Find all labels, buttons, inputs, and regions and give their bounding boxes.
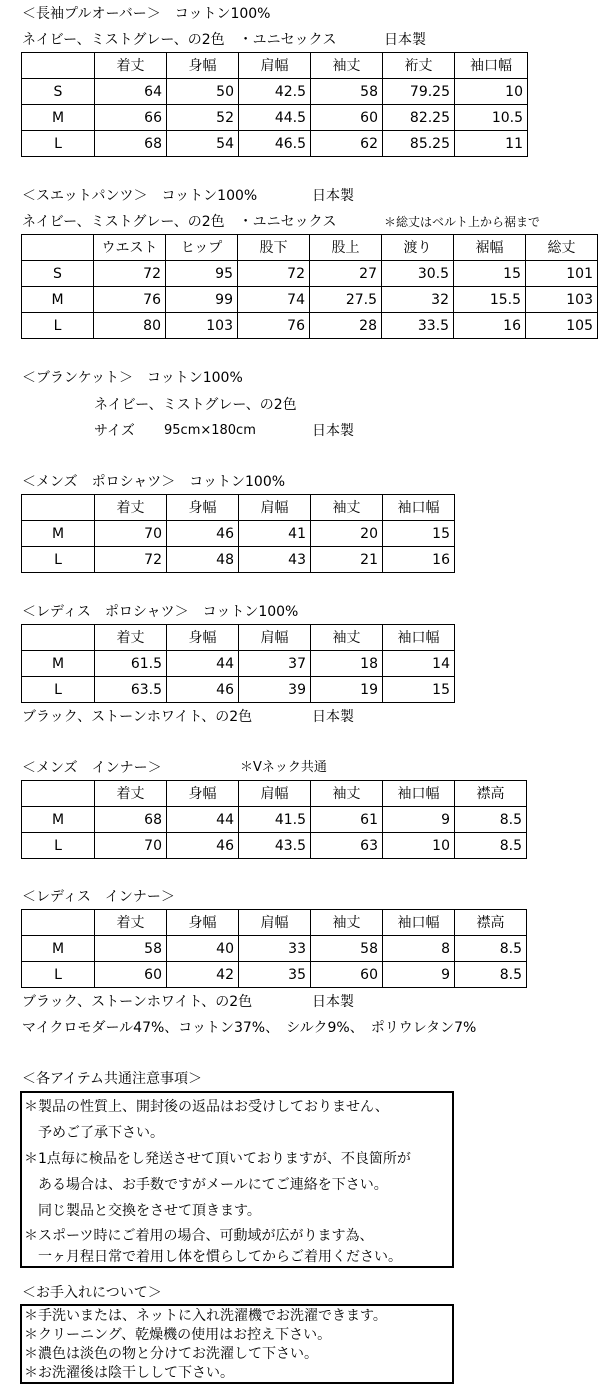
column-header: 裄丈 — [383, 53, 455, 79]
measurement-cell: 16 — [454, 313, 526, 339]
measurement-cell: 58 — [95, 936, 167, 962]
measurement-cell: 18 — [311, 651, 383, 677]
measurement-cell: 43 — [239, 547, 311, 573]
measurement-cell: 35 — [239, 962, 311, 988]
column-header: 肩幅 — [239, 625, 311, 651]
measurement-cell: 68 — [95, 807, 167, 833]
table-row — [22, 936, 527, 962]
column-header: 裾幅 — [454, 235, 526, 261]
measurement-cell: 46.5 — [239, 131, 311, 157]
header-blank-cell — [22, 910, 95, 936]
table-row — [22, 131, 528, 157]
measurement-cell: 76 — [94, 287, 166, 313]
measurement-cell: 15 — [454, 261, 526, 287]
measurement-cell: 63 — [311, 833, 383, 859]
table-row — [22, 261, 598, 287]
column-header: 肩幅 — [239, 781, 311, 807]
measurement-cell: 16 — [383, 547, 455, 573]
table-row — [22, 677, 455, 703]
column-header: 袖丈 — [311, 53, 383, 79]
size-label-cell: M — [22, 651, 95, 677]
ladies-polo-colors: ブラック、ストーンホワイト、の2色 — [22, 709, 253, 725]
ladies-inner-material: マイクロモダール47%、コットン37%、 シルク9%、 ポリウレタン7% — [22, 1020, 477, 1036]
size-label-cell: M — [22, 287, 94, 313]
table-header-row — [22, 53, 528, 79]
measurement-cell: 10 — [455, 79, 528, 105]
measurement-cell: 32 — [382, 287, 454, 313]
table-row — [22, 313, 598, 339]
pants-colors: ネイビー、ミストグレー、の2色 ・ユニセックス — [22, 214, 337, 230]
column-header: 渡り — [382, 235, 454, 261]
blanket-title: ＜ブランケット＞ コットン100% — [22, 370, 243, 386]
ladies-polo-title: ＜レディス ポロシャツ＞ コットン100% — [22, 604, 299, 620]
table-row — [22, 962, 527, 988]
column-header: 肩幅 — [239, 53, 311, 79]
column-header: 袖丈 — [311, 495, 383, 521]
measurement-cell: 74 — [238, 287, 310, 313]
measurement-cell: 43.5 — [239, 833, 311, 859]
measurement-cell: 46 — [167, 677, 239, 703]
size-label-cell: L — [22, 313, 94, 339]
measurement-cell: 42.5 — [239, 79, 311, 105]
notes-line: ＊1点毎に検品をし発送させて頂いておりますが、不良箇所が — [24, 1151, 411, 1167]
measurement-cell: 10 — [383, 833, 455, 859]
measurement-cell: 66 — [95, 105, 167, 131]
measurement-cell: 44.5 — [239, 105, 311, 131]
column-header: 身幅 — [167, 781, 239, 807]
ladies-inner-colors: ブラック、ストーンホワイト、の2色 — [22, 994, 253, 1010]
mens-inner-title: ＜メンズ インナー＞ — [22, 760, 162, 776]
table-header-row — [22, 495, 455, 521]
measurement-cell: 63.5 — [95, 677, 167, 703]
measurement-cell: 37 — [239, 651, 311, 677]
measurement-cell: 72 — [95, 547, 167, 573]
column-header: 襟高 — [455, 910, 527, 936]
measurement-cell: 8.5 — [455, 962, 527, 988]
notes-line: ある場合は、お手数ですがメールにてご連絡を下さい。 — [24, 1177, 388, 1193]
measurement-cell: 15.5 — [454, 287, 526, 313]
blanket-colors: ネイビー、ミストグレー、の2色 — [94, 397, 297, 413]
measurement-cell: 44 — [167, 651, 239, 677]
care-line: ＊手洗いまたは、ネットに入れ洗濯機でお洗濯できます。 — [24, 1308, 387, 1324]
table-row — [22, 79, 528, 105]
column-header: 総丈 — [526, 235, 598, 261]
column-header: 袖口幅 — [383, 781, 455, 807]
measurement-cell: 70 — [95, 521, 167, 547]
notes-line: ＊スポーツ時にご着用の場合、可動域が広がります為、 — [24, 1228, 374, 1244]
measurement-cell: 41 — [239, 521, 311, 547]
measurement-cell: 27.5 — [310, 287, 382, 313]
pants-note: ＊総丈はベルト上から裾まで — [384, 215, 541, 229]
measurement-cell: 46 — [167, 521, 239, 547]
size-label-cell: M — [22, 105, 95, 131]
measurement-cell: 50 — [167, 79, 239, 105]
measurement-cell: 105 — [526, 313, 598, 339]
column-header: 肩幅 — [239, 910, 311, 936]
measurement-cell: 19 — [311, 677, 383, 703]
measurement-cell: 61.5 — [95, 651, 167, 677]
measurement-cell: 80 — [94, 313, 166, 339]
notes-line: 一ヶ月程日常で着用し体を慣らしてからご着用ください。 — [24, 1249, 402, 1265]
pullover-origin: 日本製 — [384, 32, 426, 48]
size-label-cell: M — [22, 521, 95, 547]
column-header: 肩幅 — [239, 495, 311, 521]
notes-title: ＜各アイテム共通注意事項＞ — [22, 1071, 203, 1087]
table-row — [22, 521, 455, 547]
column-header: ウエスト — [94, 235, 166, 261]
measurement-cell: 62 — [311, 131, 383, 157]
pants-origin: 日本製 — [312, 188, 354, 204]
measurement-cell: 60 — [311, 962, 383, 988]
measurement-cell: 15 — [383, 677, 455, 703]
table-row — [22, 651, 455, 677]
measurement-cell: 33.5 — [382, 313, 454, 339]
column-header: 着丈 — [95, 53, 167, 79]
notes-line: ＊製品の性質上、開封後の返品はお受けしておりません、 — [24, 1099, 389, 1115]
pants-title: ＜スエットパンツ＞ コットン100% — [22, 188, 258, 204]
pullover-colors: ネイビー、ミストグレー、の2色 ・ユニセックス — [22, 32, 337, 48]
column-header: 着丈 — [95, 495, 167, 521]
size-label-cell: M — [22, 936, 95, 962]
measurement-cell: 46 — [167, 833, 239, 859]
header-blank-cell — [22, 625, 95, 651]
measurement-cell: 8.5 — [455, 833, 527, 859]
mens-inner-note: ＊Vネック共通 — [240, 760, 327, 775]
column-header: 身幅 — [167, 910, 239, 936]
measurement-cell: 79.25 — [383, 79, 455, 105]
header-blank-cell — [22, 495, 95, 521]
column-header: 袖丈 — [311, 910, 383, 936]
table-row — [22, 547, 455, 573]
pullover-title: ＜長袖プルオーバー＞ コットン100% — [22, 6, 271, 22]
measurement-cell: 21 — [311, 547, 383, 573]
measurement-cell: 60 — [95, 962, 167, 988]
ladies-inner-title: ＜レディス インナー＞ — [22, 889, 175, 905]
measurement-cell: 60 — [311, 105, 383, 131]
care-line: ＊濃色は淡色の物と分けてお洗濯して下さい。 — [24, 1346, 318, 1362]
ladies-inner-origin: 日本製 — [312, 994, 354, 1010]
measurement-cell: 42 — [167, 962, 239, 988]
measurement-cell: 8.5 — [455, 807, 527, 833]
header-blank-cell — [22, 53, 95, 79]
column-header: 身幅 — [167, 625, 239, 651]
ladies-polo-origin: 日本製 — [312, 709, 354, 725]
column-header: 身幅 — [167, 495, 239, 521]
measurement-cell: 8.5 — [455, 936, 527, 962]
size-label-cell: L — [22, 833, 95, 859]
column-header: ヒップ — [166, 235, 238, 261]
column-header: 袖口幅 — [383, 910, 455, 936]
care-box — [20, 1304, 454, 1384]
pullover-size-table — [21, 52, 528, 157]
column-header: 襟高 — [455, 781, 527, 807]
measurement-cell: 20 — [311, 521, 383, 547]
measurement-cell: 103 — [526, 287, 598, 313]
mens-polo-size-table — [21, 494, 455, 573]
measurement-cell: 15 — [383, 521, 455, 547]
header-blank-cell — [22, 235, 94, 261]
care-title: ＜お手入れについて＞ — [22, 1285, 162, 1301]
size-label-cell: L — [22, 547, 95, 573]
size-label-cell: L — [22, 131, 95, 157]
measurement-cell: 28 — [310, 313, 382, 339]
column-header: 着丈 — [95, 781, 167, 807]
table-header-row — [22, 235, 598, 261]
table-row — [22, 807, 527, 833]
measurement-cell: 10.5 — [455, 105, 528, 131]
measurement-cell: 103 — [166, 313, 238, 339]
care-line: ＊お洗濯後は陰干しして下さい。 — [24, 1365, 234, 1381]
care-line: ＊クリーニング、乾燥機の使用はお控え下さい。 — [24, 1327, 332, 1343]
measurement-cell: 64 — [95, 79, 167, 105]
blanket-size-label: サイズ — [94, 423, 135, 439]
measurement-cell: 40 — [167, 936, 239, 962]
measurement-cell: 52 — [167, 105, 239, 131]
table-row — [22, 105, 528, 131]
measurement-cell: 9 — [383, 962, 455, 988]
column-header: 股下 — [238, 235, 310, 261]
measurement-cell: 11 — [455, 131, 528, 157]
measurement-cell: 30.5 — [382, 261, 454, 287]
measurement-cell: 82.25 — [383, 105, 455, 131]
measurement-cell: 54 — [167, 131, 239, 157]
table-header-row — [22, 625, 455, 651]
measurement-cell: 33 — [239, 936, 311, 962]
measurement-cell: 58 — [311, 936, 383, 962]
measurement-cell: 9 — [383, 807, 455, 833]
mens-polo-title: ＜メンズ ポロシャツ＞ コットン100% — [22, 474, 286, 490]
column-header: 身幅 — [167, 53, 239, 79]
measurement-cell: 85.25 — [383, 131, 455, 157]
column-header: 袖口幅 — [455, 53, 528, 79]
table-row — [22, 287, 598, 313]
size-label-cell: M — [22, 807, 95, 833]
measurement-cell: 76 — [238, 313, 310, 339]
column-header: 袖丈 — [311, 625, 383, 651]
mens-inner-size-table — [21, 780, 527, 859]
measurement-cell: 8 — [383, 936, 455, 962]
measurement-cell: 101 — [526, 261, 598, 287]
size-label-cell: L — [22, 962, 95, 988]
column-header: 着丈 — [95, 910, 167, 936]
measurement-cell: 58 — [311, 79, 383, 105]
size-label-cell: S — [22, 79, 95, 105]
measurement-cell: 70 — [95, 833, 167, 859]
measurement-cell: 99 — [166, 287, 238, 313]
measurement-cell: 41.5 — [239, 807, 311, 833]
pants-size-table — [21, 234, 598, 339]
measurement-cell: 39 — [239, 677, 311, 703]
measurement-cell: 95 — [166, 261, 238, 287]
measurement-cell: 72 — [94, 261, 166, 287]
table-header-row — [22, 910, 527, 936]
notes-line: 同じ製品と交換をさせて頂きます。 — [24, 1203, 261, 1219]
measurement-cell: 27 — [310, 261, 382, 287]
measurement-cell: 48 — [167, 547, 239, 573]
blanket-origin: 日本製 — [312, 423, 354, 439]
measurement-cell: 61 — [311, 807, 383, 833]
notes-line: 予めご了承下さい。 — [24, 1125, 164, 1141]
size-label-cell: L — [22, 677, 95, 703]
table-header-row — [22, 781, 527, 807]
ladies-polo-size-table — [21, 624, 455, 703]
ladies-inner-size-table — [21, 909, 527, 988]
column-header: 袖丈 — [311, 781, 383, 807]
column-header: 袖口幅 — [383, 495, 455, 521]
measurement-cell: 68 — [95, 131, 167, 157]
column-header: 着丈 — [95, 625, 167, 651]
size-label-cell: S — [22, 261, 94, 287]
measurement-cell: 72 — [238, 261, 310, 287]
measurement-cell: 44 — [167, 807, 239, 833]
measurement-cell: 14 — [383, 651, 455, 677]
header-blank-cell — [22, 781, 95, 807]
column-header: 股上 — [310, 235, 382, 261]
column-header: 袖口幅 — [383, 625, 455, 651]
notes-box — [20, 1091, 454, 1268]
blanket-size-value: 95cm×180cm — [164, 423, 256, 438]
table-row — [22, 833, 527, 859]
